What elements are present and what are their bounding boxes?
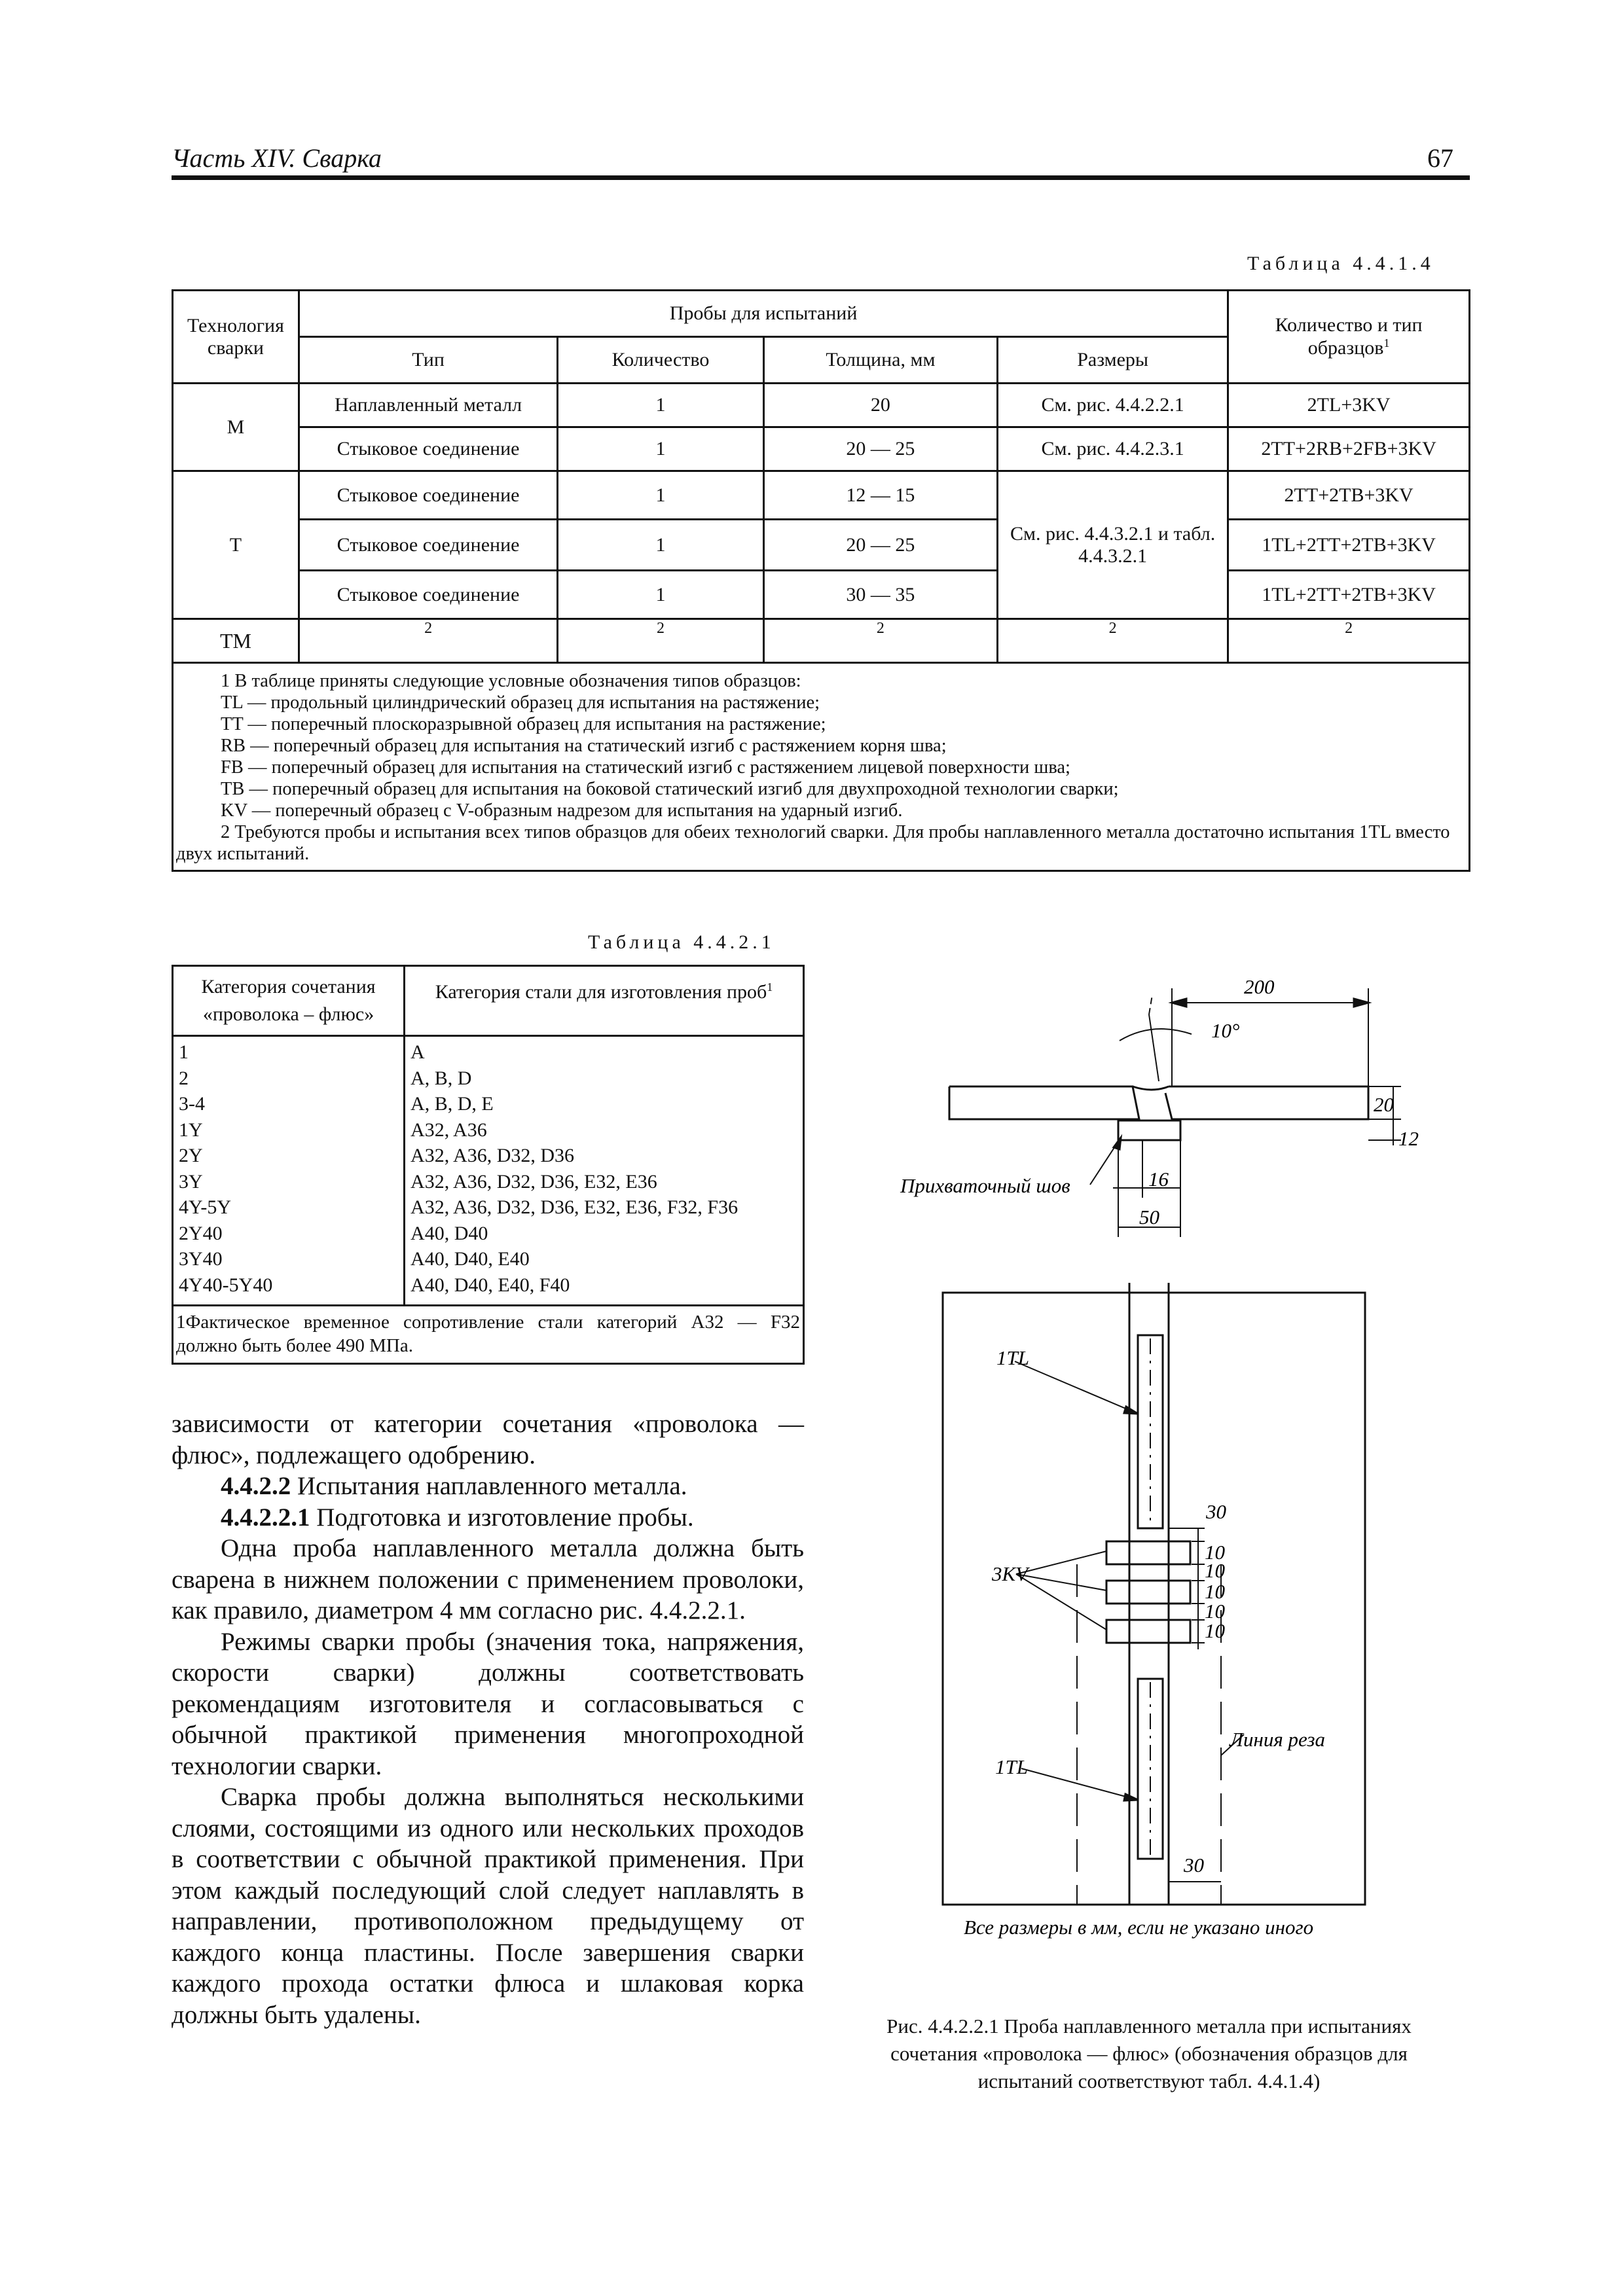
- note-line: 1 В таблице приняты следующие условные обозначения типов образцов:: [221, 671, 801, 691]
- note-line: TL — продольный цилиндрический образец для испытания на растяжение;: [221, 692, 820, 713]
- cell-size: См. рис. 4.4.2.3.1: [998, 427, 1228, 471]
- table1-caption: Таблица 4.4.1.4: [1247, 253, 1434, 274]
- th-sizes: Размеры: [998, 337, 1228, 384]
- th-quantity: Количество: [558, 337, 764, 384]
- paragraph: Одна проба наплавленного металла должна быть сварена в нижнем положении с применением проволоки, как правило, диаметром 4 мм согласно рис. 4.4.2.2.1.: [172, 1534, 804, 1624]
- plate-cross-section: [949, 988, 1401, 1237]
- note-line: TB — поперечный образец для испытания на боковой статический изгиб для двухпроходной технологии сварки;: [221, 779, 1119, 799]
- section-heading: 4.4.2.2.1 Подготовка и изготовление пробы.: [221, 1503, 694, 1532]
- table2-footnote: 1Фактическое временное сопротивление стали категорий A32 — F32 должно быть более 490 МПа.: [173, 1306, 804, 1364]
- th-type: Тип: [299, 337, 557, 384]
- cell-qty: 1: [558, 471, 764, 520]
- cell-type: Стыковое соединение: [299, 520, 557, 571]
- cell-type: Стыковое соединение: [299, 571, 557, 619]
- cell-note-ref: 2: [763, 619, 997, 663]
- cell-size-merged: См. рис. 4.4.3.2.1 и табл. 4.4.3.2.1: [998, 471, 1228, 619]
- dimensions-note: Все размеры в мм, если не указано иного: [964, 1916, 1314, 1939]
- cell-type: Стыковое соединение: [299, 471, 557, 520]
- steel-category-list: A A, B, D A, B, D, E A32, A36 A32, A36, D32, D36 A32, A36, D32, D36, E32, E36 A32, A36, D32, D36, E32, E36, F32, F36 A40, D40 A40, D40, E40 A40, D40, E40, F40: [405, 1036, 804, 1306]
- dim-10: 10: [1205, 1541, 1225, 1564]
- cell-qty: 1: [558, 520, 764, 571]
- label-3kv: 3KV: [992, 1562, 1029, 1585]
- dim-200: 200: [1244, 975, 1275, 998]
- page-number: 67: [1427, 143, 1453, 173]
- figure-caption: Рис. 4.4.2.2.1 Проба наплавленного металла при испытаниях сочетания «проволока — флюс» (обозначения образцов для испытаний соответствуют табл. 4.4.1.4): [886, 2015, 1412, 2092]
- cell-note-ref: 2: [299, 619, 557, 663]
- table2-caption: Таблица 4.4.2.1: [588, 931, 775, 953]
- cell-type: Наплавленный металл: [299, 384, 557, 427]
- dim-10: 10: [1205, 1619, 1225, 1642]
- paragraph: Режимы сварки пробы (значения тока, напряжения, скорости сварки) должны соответствовать рекомендациям изготовителя и согласовываться с обычной практикой применения многопроходной технологии сварки.: [172, 1627, 804, 1780]
- tack-weld-label: Прихваточный шов: [900, 1174, 1070, 1197]
- cell-samples: 2TT+2TB+3KV: [1228, 471, 1470, 520]
- th-thickness: Толщина, мм: [763, 337, 997, 384]
- specimen-layout-plan: [943, 1283, 1365, 1905]
- cell-samples: 1TL+2TT+2TB+3KV: [1228, 571, 1470, 619]
- note-line: 2 Требуются пробы и испытания всех типов образцов для обеих технологий сварки. Для пробы наплавленного металла достаточно испытания 1TL вместо двух испытаний.: [176, 822, 1450, 864]
- cell-qty: 1: [558, 571, 764, 619]
- th-technology: Технология сварки: [173, 291, 299, 384]
- table1-notes: [173, 663, 1470, 871]
- th-count-type: Количество и тип образцов$^1$: [1228, 291, 1470, 384]
- dim-20: 20: [1374, 1093, 1394, 1116]
- body-text: [172, 1408, 804, 2030]
- cell-thickness: 20 — 25: [763, 520, 997, 571]
- dim-angle: 10°: [1211, 1019, 1240, 1042]
- dim-12: 12: [1398, 1127, 1419, 1150]
- note-line: RB — поперечный образец для испытания на статический изгиб с растяжением корня шва;: [221, 736, 947, 756]
- cell-thickness: 30 — 35: [763, 571, 997, 619]
- label-1tl-top: 1TL: [996, 1346, 1029, 1369]
- th-samples: Пробы для испытаний: [299, 291, 1228, 337]
- cell-type: Стыковое соединение: [299, 427, 557, 471]
- table-4-4-1-4: [172, 289, 1470, 872]
- dim-10: 10: [1205, 1559, 1225, 1582]
- dim-50: 50: [1139, 1206, 1159, 1229]
- cell-note-ref: 2: [998, 619, 1228, 663]
- note-line: FB — поперечный образец для испытания на статический изгиб с растяжением лицевой поверхности шва;: [221, 757, 1070, 778]
- paragraph: Сварка пробы должна выполняться несколькими слоями, состоящими из одного или нескольких проходов в соответствии с обычной практикой применения. При этом каждый последующий слой следует наплавлять в направлении, противоположном предыдущему от каждого конца пластины. После завершения сварки каждого прохода остатки флюса и шлаковая корка должны быть удалены.: [172, 1783, 804, 2029]
- th-wire-flux-category: Категория сочетания «проволока – флюс»: [173, 966, 405, 1036]
- cell-samples: 2TT+2RB+2FB+3KV: [1228, 427, 1470, 471]
- running-title: Часть XIV. Сварка: [172, 143, 382, 173]
- cell-samples: 2TL+3KV: [1228, 384, 1470, 427]
- cell-thickness: 20: [763, 384, 997, 427]
- cell-tech-t: T: [173, 471, 299, 619]
- note-line: KV — поперечный образец с V-образным надрезом для испытания на ударный изгиб.: [221, 800, 903, 821]
- table-4-4-2-1: [172, 965, 805, 1365]
- cell-samples: 1TL+2TT+2TB+3KV: [1228, 520, 1470, 571]
- dim-30-top: 30: [1206, 1500, 1226, 1523]
- cell-size: См. рис. 4.4.2.2.1: [998, 384, 1228, 427]
- cell-note-ref: 2: [1228, 619, 1470, 663]
- wire-flux-category-list: 1 2 3-4 1Y 2Y 3Y 4Y-5Y 2Y40 3Y40 4Y40-5Y40: [173, 1036, 405, 1306]
- figure-4-4-2-2-1: [825, 929, 1480, 2009]
- cell-tech-tm: TM: [173, 619, 299, 663]
- paragraph: зависимости от категории сочетания «проволока — флюс», подлежащего одобрению.: [172, 1410, 804, 1469]
- label-1tl-bottom: 1TL: [995, 1755, 1028, 1778]
- dim-10: 10: [1205, 1600, 1225, 1623]
- th-steel-category: Категория стали для изготовления проб$^1$: [405, 966, 804, 1036]
- dim-10: 10: [1205, 1580, 1225, 1603]
- dim-16: 16: [1148, 1168, 1169, 1191]
- cell-qty: 1: [558, 384, 764, 427]
- cell-qty: 1: [558, 427, 764, 471]
- cut-line-label: Линия реза: [1230, 1728, 1325, 1751]
- header-rule: [172, 175, 1470, 180]
- cell-thickness: 20 — 25: [763, 427, 997, 471]
- dim-30-bottom: 30: [1184, 1854, 1204, 1876]
- cell-tech-m: M: [173, 384, 299, 471]
- note-line: TT — поперечный плоскоразрывной образец для испытания на растяжение;: [221, 714, 826, 734]
- cell-note-ref: 2: [558, 619, 764, 663]
- section-heading: 4.4.2.2 Испытания наплавленного металла.: [221, 1472, 687, 1500]
- cell-thickness: 12 — 15: [763, 471, 997, 520]
